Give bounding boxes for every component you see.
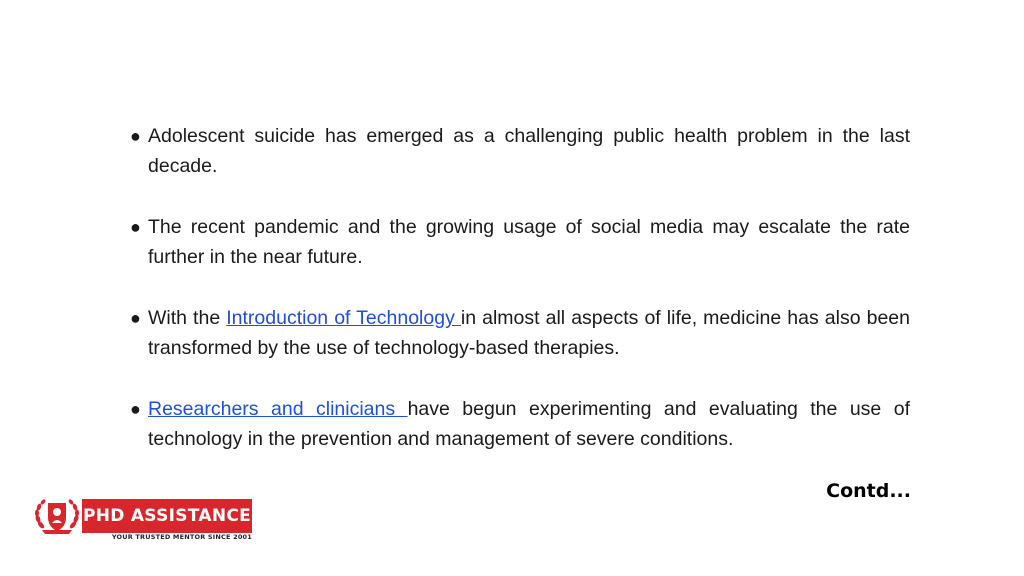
laurel-emblem-icon — [32, 497, 82, 535]
brand-name-box — [82, 499, 252, 533]
bullet-text-after: in almost all aspects of life, medicine has also been transformed by the use of technology-based therapies. — [148, 307, 910, 359]
bullet-dot: ● — [130, 308, 141, 328]
bullet-text: The recent pandemic and the growing usage of social media may escalate the rate further in the near future. — [148, 216, 910, 268]
bullet-dot: ● — [130, 126, 141, 146]
bullet-item — [130, 212, 910, 272]
bullet-text-before: With the — [148, 307, 227, 329]
continued-label: Contd... — [826, 480, 911, 502]
bullet-item — [130, 121, 910, 181]
bullet-dot: ● — [130, 399, 141, 419]
bullet-list — [130, 121, 910, 454]
researchers-and-clinicians-link[interactable]: Researchers and clinicians — [148, 398, 408, 420]
bullet-text-after: have begun experimenting and evaluating the use of technology in the prevention and management of severe conditions. — [148, 398, 910, 450]
bullet-item — [130, 303, 910, 363]
bullet-dot: ● — [130, 217, 141, 237]
phd-assistance-logo — [32, 497, 254, 545]
brand-name: PHD ASSISTANCE — [82, 506, 252, 526]
introduction-of-technology-link[interactable]: Introduction of Technology — [226, 307, 461, 329]
bullet-item — [130, 394, 910, 454]
brand-tagline: YOUR TRUSTED MENTOR SINCE 2001 — [111, 533, 252, 541]
bullet-text: Adolescent suicide has emerged as a challenging public health problem in the last decade. — [148, 125, 910, 177]
